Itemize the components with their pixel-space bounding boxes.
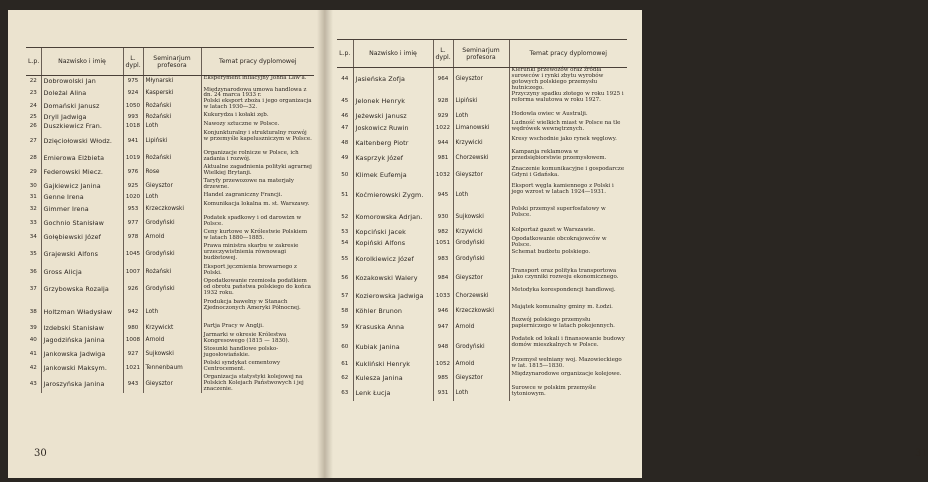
thesis-topic: Kresy wschodnie jako rynek węglowy. xyxy=(509,137,627,150)
table-row xyxy=(337,167,627,184)
seminar-professor: Loth xyxy=(143,122,201,131)
diploma-number: 984 xyxy=(433,269,453,288)
student-name: Joskowicz Ruwin xyxy=(353,121,433,137)
thesis-topic: Transport oraz polityka transportowa jako czynniki rozwoju ekonomicznego. xyxy=(509,269,627,288)
thesis-topic: Polski eksport zboża i jego organizacja w latach 1930—32. xyxy=(201,99,314,113)
seminar-professor: Sujkowski xyxy=(143,347,201,361)
thesis-topic: Stosunki handlowe polsko-jugosłowiańskie. xyxy=(201,347,314,361)
header-dypl: L. dypl. xyxy=(433,40,453,68)
diploma-number: 941 xyxy=(123,131,143,151)
student-name: Genne Irena xyxy=(41,193,123,202)
student-name: Kubiak Janina xyxy=(353,337,433,358)
thesis-topic: Opodatkowanie rzemiosła podatkiem od obrotu państwa polskiego do końca 1932 roku. xyxy=(201,279,314,300)
left-page xyxy=(8,10,325,478)
student-name: Kopciński Jacek xyxy=(353,228,433,237)
thesis-topic: Ludność wielkich miast w Polsce na tle wędrówek wewnętrznych. xyxy=(509,121,627,137)
diploma-number: 1007 xyxy=(123,265,143,279)
row-number: 47 xyxy=(341,125,349,132)
table-row xyxy=(337,207,627,228)
student-name: Kulesza Janina xyxy=(353,372,433,386)
header-topic: Temat pracy dyplomowej xyxy=(201,48,314,76)
row-number: 31 xyxy=(29,194,37,201)
student-name: Korolkiewicz Józef xyxy=(353,250,433,269)
diploma-number: 981 xyxy=(433,150,453,167)
diploma-number: 943 xyxy=(123,375,143,393)
thesis-topic: Jarmarki w okresie Królestwa Kongresowego (1815 — 1830). xyxy=(201,333,314,347)
row-number: 58 xyxy=(341,307,349,314)
thesis-topic: Prawa ministra skarbu w zakresie urzeczywistnienia równowagi budżetowej. xyxy=(201,244,314,265)
diploma-number: 976 xyxy=(123,165,143,179)
seminar-professor: Arnold xyxy=(453,358,509,372)
student-name: Jaroszyńska Janina xyxy=(41,375,123,393)
table-row xyxy=(26,99,314,113)
table-row xyxy=(26,151,314,165)
student-name: Jelonek Henryk xyxy=(353,92,433,112)
seminar-professor: Limanowski xyxy=(453,121,509,137)
row-number: 29 xyxy=(29,168,37,175)
row-number: 40 xyxy=(29,336,37,343)
thesis-topic: Kierunki przewozów oraz źródła surowców i rynki zbytu wyrobów gotowych polskiego przemysłu hutniczego. xyxy=(509,68,627,92)
table-row xyxy=(337,250,627,269)
table-row xyxy=(26,244,314,265)
diploma-number: 1051 xyxy=(433,237,453,250)
row-number: 36 xyxy=(29,268,37,275)
seminar-professor: Grodyński xyxy=(143,216,201,230)
student-name: Domański Janusz xyxy=(41,99,123,113)
diploma-number: 1045 xyxy=(123,244,143,265)
diploma-number: 953 xyxy=(123,202,143,216)
row-number: 35 xyxy=(29,251,37,258)
seminar-professor: Loth xyxy=(453,184,509,207)
table-row xyxy=(337,121,627,137)
student-name: Kasprzyk Józef xyxy=(353,150,433,167)
table-header-row xyxy=(26,48,314,76)
student-name: Gross Alicja xyxy=(41,265,123,279)
row-number: 27 xyxy=(29,137,37,144)
row-number: 41 xyxy=(29,350,37,357)
row-number: 25 xyxy=(29,114,37,121)
thesis-topic: Surowce w polskim przemyśle tytoniowym. xyxy=(509,386,627,401)
thesis-topic: Opodatkowanie obcokrajowców w Polsce. xyxy=(509,237,627,250)
seminar-professor: Grodyński xyxy=(453,337,509,358)
table-row xyxy=(337,150,627,167)
seminar-professor: Tennenbaum xyxy=(143,361,201,375)
student-name: Lenk Łucja xyxy=(353,386,433,401)
table-row xyxy=(337,137,627,150)
table-row xyxy=(26,347,314,361)
student-name: Federowski Miecz. xyxy=(41,165,123,179)
diploma-number: 975 xyxy=(123,76,143,88)
table-row xyxy=(26,202,314,216)
thesis-topic: Znaczenie komunikacyjne i gospodarcze Gdyni i Gdańska. xyxy=(509,167,627,184)
row-number: 22 xyxy=(29,78,37,85)
row-number: 54 xyxy=(341,239,349,246)
seminar-professor: Krzywickt xyxy=(143,324,201,333)
thesis-topic: Majątek komunalny gminy m. Łodzi. xyxy=(509,305,627,318)
diploma-number: 926 xyxy=(123,279,143,300)
seminar-professor: Rożański xyxy=(143,265,201,279)
thesis-topic: Schemat budżetu polskiego. xyxy=(509,250,627,269)
student-name: Kukliński Henryk xyxy=(353,358,433,372)
diploma-number: 925 xyxy=(123,179,143,193)
diploma-number: 1022 xyxy=(433,121,453,137)
table-body-left xyxy=(26,76,314,394)
thesis-topic: Taryfy przewozowe na materjały drzewne. xyxy=(201,179,314,193)
seminar-professor: Grodyński xyxy=(453,250,509,269)
seminar-professor: Lipiński xyxy=(143,131,201,151)
student-name: Gołębiewski Józef xyxy=(41,230,123,244)
page-number-right: 31 xyxy=(915,448,928,459)
row-number: 32 xyxy=(29,205,37,212)
seminar-professor: Loth xyxy=(143,300,201,324)
header-dypl: L. dypl. xyxy=(123,48,143,76)
row-number: 38 xyxy=(29,308,37,315)
student-name: Izdebski Stanisław xyxy=(41,324,123,333)
table-body-right xyxy=(337,68,627,401)
row-number: 48 xyxy=(341,139,349,146)
table-row xyxy=(26,230,314,244)
seminar-professor: Chorzewski xyxy=(453,150,509,167)
diploma-number: 931 xyxy=(433,386,453,401)
table-row xyxy=(26,265,314,279)
row-number: 55 xyxy=(341,255,349,262)
row-number: 39 xyxy=(29,325,37,332)
student-name: Jankowski Maksym. xyxy=(41,361,123,375)
diploma-number: 993 xyxy=(123,113,143,122)
diploma-number: 1033 xyxy=(433,288,453,305)
seminar-professor: Arnold xyxy=(453,318,509,337)
thesis-topic: Organizacja statystyki kolejowej na Polskich Kolejach Państwowych i jej znaczenie. xyxy=(201,375,314,393)
thesis-topic: Produkcja bawełny w Stanach Zjednoczonych Ameryki Północnej. xyxy=(201,300,314,324)
table-row xyxy=(337,305,627,318)
seminar-professor: Gieysztor xyxy=(143,375,201,393)
header-lp: L.p. xyxy=(337,40,353,68)
thesis-topic: Podatek od lokali i finansowanie budowy domów mieszkalnych w Polsce. xyxy=(509,337,627,358)
diploma-number: 927 xyxy=(123,347,143,361)
student-name: Jeżewski Janusz xyxy=(353,112,433,121)
seminar-professor: Kasperski xyxy=(143,88,201,100)
diploma-number: 978 xyxy=(123,230,143,244)
seminar-professor: Grodyński xyxy=(143,244,201,265)
table-row xyxy=(26,131,314,151)
row-number: 50 xyxy=(341,171,349,178)
seminar-professor: Arnold xyxy=(143,333,201,347)
seminar-professor: Rose xyxy=(143,165,201,179)
seminar-professor: Loth xyxy=(453,386,509,401)
table-row xyxy=(26,279,314,300)
table-row xyxy=(26,361,314,375)
student-name: Klimek Eufemja xyxy=(353,167,433,184)
table-header-row xyxy=(337,40,627,68)
book-gutter xyxy=(317,10,333,478)
student-name: Jankowska Jadwiga xyxy=(41,347,123,361)
row-number: 42 xyxy=(29,364,37,371)
student-name: Dzięciołowski Włodz. xyxy=(41,131,123,151)
diploma-number: 1021 xyxy=(123,361,143,375)
row-number: 44 xyxy=(341,76,349,83)
table-row xyxy=(26,333,314,347)
table-row xyxy=(337,68,627,92)
student-name: Emierowa Elżbieta xyxy=(41,151,123,165)
table-row xyxy=(337,372,627,386)
seminar-professor: Rożański xyxy=(143,113,201,122)
table-row xyxy=(337,386,627,401)
row-number: 51 xyxy=(341,191,349,198)
student-name: Kopiński Alfons xyxy=(353,237,433,250)
seminar-professor: Grodyński xyxy=(143,279,201,300)
student-name: Krasuska Anna xyxy=(353,318,433,337)
row-number: 30 xyxy=(29,182,37,189)
thesis-topic: Rozwój polskiego przemysłu papierniczego w latach pokojennych. xyxy=(509,318,627,337)
diploma-number: 983 xyxy=(433,250,453,269)
seminar-professor: Gieysztor xyxy=(453,372,509,386)
seminar-professor: Krzeczkowski xyxy=(453,305,509,318)
table-row xyxy=(337,318,627,337)
row-number: 37 xyxy=(29,286,37,293)
diploma-number: 930 xyxy=(433,207,453,228)
thesis-topic: Przemysł wełniany woj. Mazowieckiego w lat. 1815—1830. xyxy=(509,358,627,372)
student-name: Gajkiewicz Janina xyxy=(41,179,123,193)
student-name: Holtzman Władysław xyxy=(41,300,123,324)
table-row xyxy=(337,92,627,112)
page-number-left: 30 xyxy=(34,448,47,459)
diploma-number: 924 xyxy=(123,88,143,100)
seminar-professor: Chorzewski xyxy=(453,288,509,305)
diploma-number: 1008 xyxy=(123,333,143,347)
diploma-number: 929 xyxy=(433,112,453,121)
seminar-professor: Gieysztor xyxy=(453,68,509,92)
diploma-number: 944 xyxy=(433,137,453,150)
thesis-topic: Eksport jęczmienia browarnego z Polski. xyxy=(201,265,314,279)
row-number: 57 xyxy=(341,292,349,299)
row-number: 24 xyxy=(29,102,37,109)
diploma-number: 982 xyxy=(433,228,453,237)
seminar-professor: Sujkowski xyxy=(453,207,509,228)
header-topic: Temat pracy dyplomowej xyxy=(509,40,627,68)
right-page xyxy=(325,10,928,478)
diploma-number: 1018 xyxy=(123,122,143,131)
row-number: 63 xyxy=(341,389,349,396)
seminar-professor: Młynarski xyxy=(143,76,201,88)
seminar-professor: Lipiński xyxy=(453,92,509,112)
student-name: Dobrowolski Jan xyxy=(41,76,123,88)
seminar-professor: Rożański xyxy=(143,99,201,113)
table-row xyxy=(26,179,314,193)
diploma-number: 948 xyxy=(433,337,453,358)
row-number: 33 xyxy=(29,219,37,226)
row-number: 52 xyxy=(341,213,349,220)
seminar-professor: Gieysztor xyxy=(453,269,509,288)
row-number: 45 xyxy=(341,98,349,105)
row-number: 23 xyxy=(29,89,37,96)
thesis-topic: Polski syndykat cementowy Centrocement. xyxy=(201,361,314,375)
student-name: Koćmierowski Zygm. xyxy=(353,184,433,207)
thesis-topic: Podatek spadkowy i od darowizn w Polsce. xyxy=(201,216,314,230)
thesis-topic: Hodowla owiec w Australji. xyxy=(509,112,627,121)
thesis-topic: Komunikacja lokalna m. st. Warszawy. xyxy=(201,202,314,216)
student-name: Gimmer Irena xyxy=(41,202,123,216)
header-name: Nazwisko i imię xyxy=(41,48,123,76)
thesis-topic: Przyczyny spadku złotego w roku 1925 i reforma walutowa w roku 1927. xyxy=(509,92,627,112)
student-name: Kaltenberg Piotr xyxy=(353,137,433,150)
seminar-professor: Krzeczkowski xyxy=(143,202,201,216)
seminar-professor: Gieysztor xyxy=(143,179,201,193)
seminar-professor: Gieysztor xyxy=(453,167,509,184)
row-number: 46 xyxy=(341,112,349,119)
diploma-number: 942 xyxy=(123,300,143,324)
student-name: Jasieńska Zofja xyxy=(353,68,433,92)
diploma-table-left xyxy=(26,47,314,393)
table-row xyxy=(337,337,627,358)
diploma-number: 980 xyxy=(123,324,143,333)
book-spread xyxy=(8,10,928,478)
thesis-topic: Eksperyment inflacyjny Johna Law'a. xyxy=(201,76,314,88)
diploma-number: 1052 xyxy=(433,358,453,372)
thesis-topic: Konjunkturalny i strukturalny rozwój w przemyśle kapeluszniczym w Polsce. xyxy=(201,131,314,151)
table-row xyxy=(26,76,314,88)
row-number: 53 xyxy=(341,228,349,235)
thesis-topic: Metodyka korespondencji handlowej. xyxy=(509,288,627,305)
student-name: Kozierowska Jadwiga xyxy=(353,288,433,305)
row-number: 26 xyxy=(29,123,37,130)
seminar-professor: Krzywicki xyxy=(453,228,509,237)
table-row xyxy=(26,300,314,324)
table-row xyxy=(337,184,627,207)
thesis-topic: Kampanja reklamowa w przedsiębiorstwie przemysłowem. xyxy=(509,150,627,167)
row-number: 28 xyxy=(29,154,37,161)
row-number: 49 xyxy=(341,154,349,161)
student-name: Kozakowski Walery xyxy=(353,269,433,288)
row-number: 61 xyxy=(341,361,349,368)
thesis-topic: Handel zagraniczny Francji. xyxy=(201,193,314,202)
student-name: Komorowska Adrjan. xyxy=(353,207,433,228)
row-number: 34 xyxy=(29,233,37,240)
seminar-professor: Loth xyxy=(453,112,509,121)
thesis-topic: Polski przemysł superfosfatowy w Polsce. xyxy=(509,207,627,228)
thesis-topic: Eksport węgla kamiennego z Polski i jego wzrost w latach 1924—1931. xyxy=(509,184,627,207)
diploma-number: 928 xyxy=(433,92,453,112)
diploma-number: 1019 xyxy=(123,151,143,165)
thesis-topic: Międzynarodowe organizacje kolejowe. xyxy=(509,372,627,386)
thesis-topic: Partja Pracy w Anglji. xyxy=(201,324,314,333)
seminar-professor: Rożański xyxy=(143,151,201,165)
table-row xyxy=(26,165,314,179)
header-name: Nazwisko i imię xyxy=(353,40,433,68)
diploma-number: 964 xyxy=(433,68,453,92)
student-name: Köhler Brunon xyxy=(353,305,433,318)
table-row xyxy=(337,237,627,250)
thesis-topic: Międzynarodowa umowa handlowa z dn. 24 marca 1933 r. xyxy=(201,88,314,100)
diploma-number: 985 xyxy=(433,372,453,386)
table-row xyxy=(337,288,627,305)
diploma-number: 1050 xyxy=(123,99,143,113)
student-name: Grajewski Alfons xyxy=(41,244,123,265)
thesis-topic: Kukurydza i kołaki zęb. xyxy=(201,113,314,122)
seminar-professor: Grodyński xyxy=(453,237,509,250)
thesis-topic: Kolportaż gazet w Warszawie. xyxy=(509,228,627,237)
header-seminar: Seminarjum profesora xyxy=(453,40,509,68)
thesis-topic: Ceny kurtowe w Królestwie Polskiem w latach 1880—1885. xyxy=(201,230,314,244)
table-row xyxy=(337,269,627,288)
diploma-number: 947 xyxy=(433,318,453,337)
header-seminar: Seminarjum profesora xyxy=(143,48,201,76)
student-name: Duszkiewicz Fran. xyxy=(41,122,123,131)
table-row xyxy=(337,358,627,372)
thesis-topic: Nawozy sztuczne w Polsce. xyxy=(201,122,314,131)
student-name: Doleżal Alina xyxy=(41,88,123,100)
header-lp: L.p. xyxy=(26,48,41,76)
thesis-topic: Aktualne zagadnienia polityki agrarnej Wielkiej Brytanji. xyxy=(201,165,314,179)
diploma-number: 1020 xyxy=(123,193,143,202)
diploma-number: 977 xyxy=(123,216,143,230)
row-number: 60 xyxy=(341,343,349,350)
diploma-number: 1032 xyxy=(433,167,453,184)
student-name: Dryll Jadwiga xyxy=(41,113,123,122)
seminar-professor: Krzywicki xyxy=(453,137,509,150)
diploma-table-right xyxy=(337,39,627,401)
row-number: 56 xyxy=(341,274,349,281)
student-name: Gochnio Stanisław xyxy=(41,216,123,230)
seminar-professor: Loth xyxy=(143,193,201,202)
diploma-number: 946 xyxy=(433,305,453,318)
thesis-topic: Organizacje rolnicze w Polsce, ich zadania i rozwój. xyxy=(201,151,314,165)
diploma-number: 945 xyxy=(433,184,453,207)
seminar-professor: Arnold xyxy=(143,230,201,244)
student-name: Jagodzińska Janina xyxy=(41,333,123,347)
row-number: 62 xyxy=(341,375,349,382)
row-number: 43 xyxy=(29,380,37,387)
student-name: Grzybowska Rozalja xyxy=(41,279,123,300)
row-number: 59 xyxy=(341,323,349,330)
table-row xyxy=(26,375,314,393)
